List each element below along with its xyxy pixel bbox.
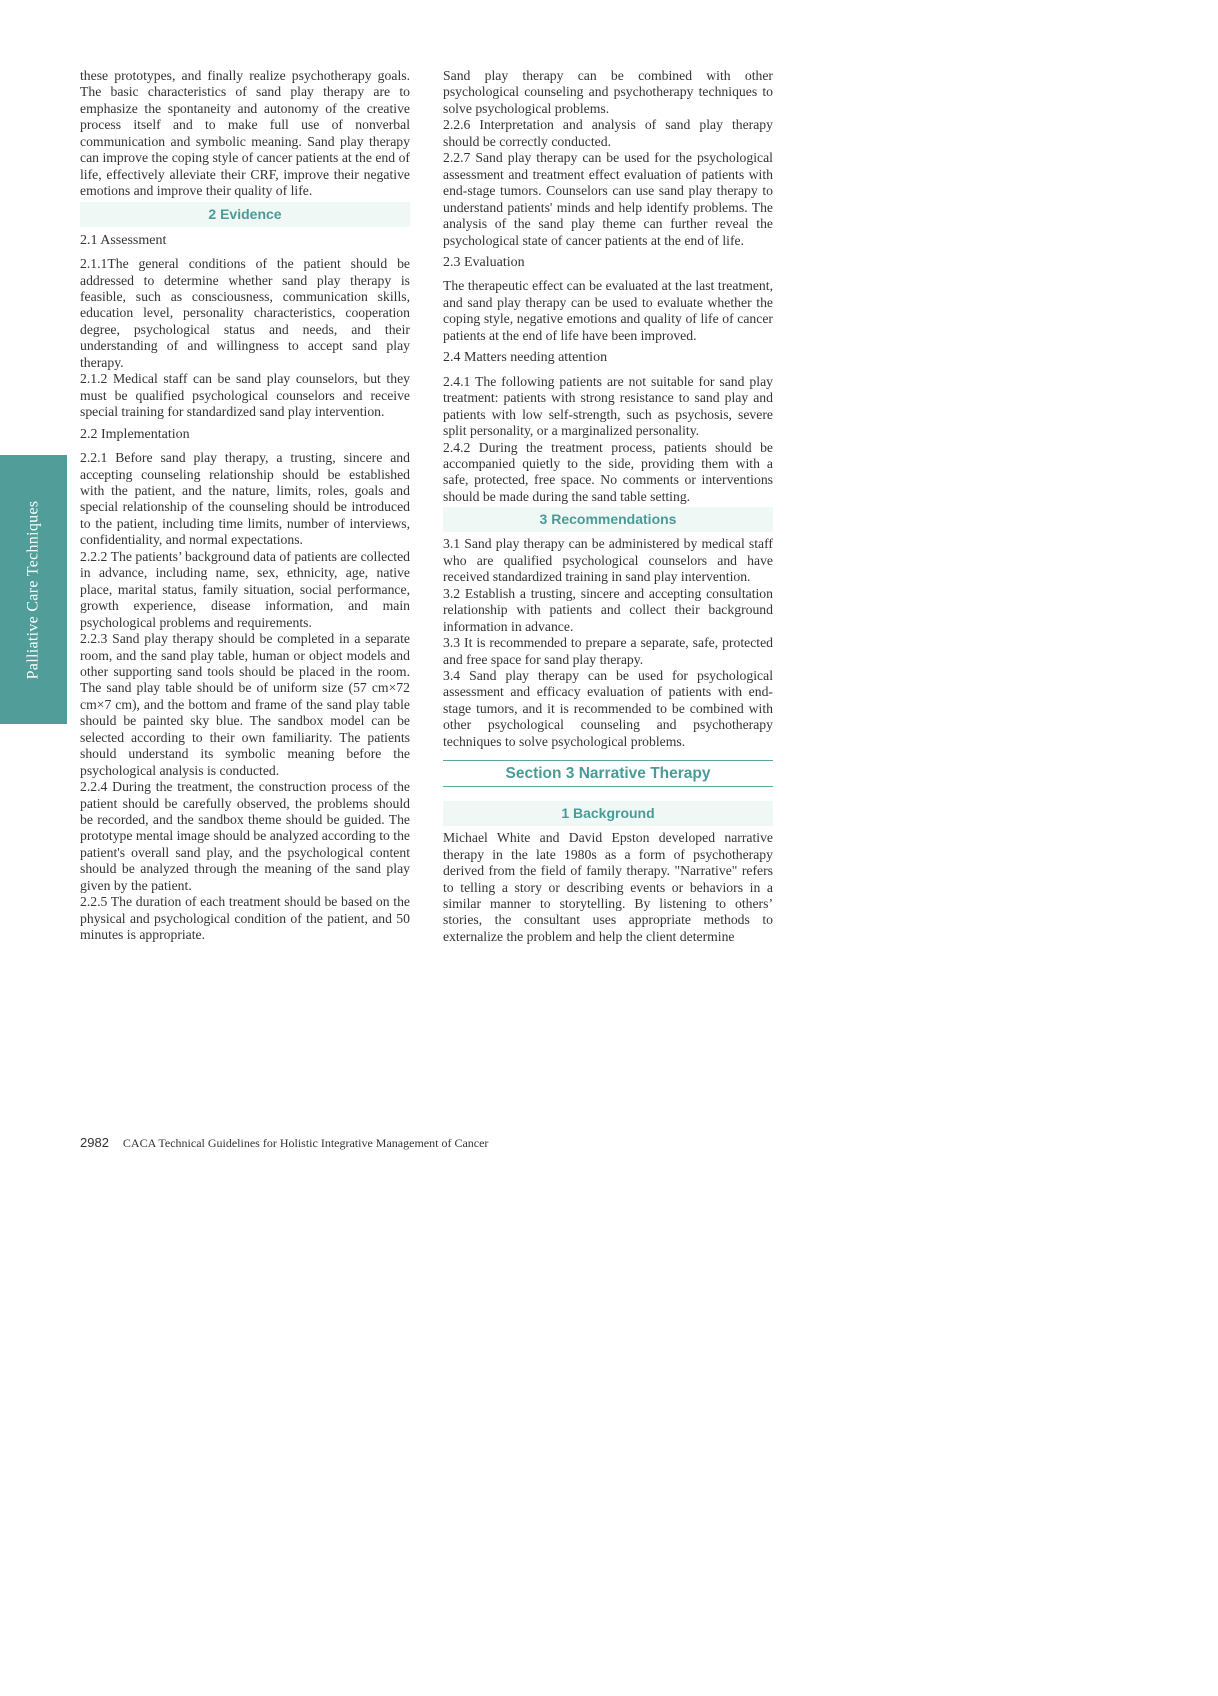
- heading-matters-needing-attention: 2.4 Matters needing attention: [443, 350, 608, 366]
- heading-recommendations: 3 Recommendations: [443, 507, 773, 532]
- paragraph-2-2-5: 2.2.5 The duration of each treatment should be based on the physical and psychological condition of the patient, and 50 minutes is appropriate.: [80, 894, 410, 943]
- heading-background: 1 Background: [443, 801, 773, 826]
- right-column: [443, 68, 773, 945]
- page-number: 2982: [80, 1135, 109, 1150]
- section-title-narrative-therapy: Section 3 Narrative Therapy: [443, 760, 773, 787]
- paragraph-2-1-1: 2.1.1The general conditions of the patient should be addressed to determine whether sand play therapy is feasible, such as consciousness, communication skills, education level, personality characteristics, cooperation degree, psychological status and needs, and their understanding of and willingness to accept sand play therapy.: [80, 256, 410, 370]
- journal-title: CACA Technical Guidelines for Holistic Integrative Management of Cancer: [122, 1136, 489, 1150]
- paragraph-2-2-4: 2.2.4 During the treatment, the construction process of the patient should be carefully observed, the problems should be recorded, and the sandbox theme should be guided. The prototype mental image should be analyzed according to the patient's overall sand play, and the psychological content should be analyzed through the meaning of the sand play given by the patient.: [80, 779, 410, 893]
- paragraph-3-4: 3.4 Sand play therapy can be used for psychological assessment and efficacy evaluation of patients with end-stage tumors, and it is recommended to be combined with other psychological counseling and psychotherapy techniques to solve psychological problems.: [443, 667, 773, 749]
- paragraph-2-2-1: 2.2.1 Before sand play therapy, a trusting, sincere and accepting counseling relationship should be established with the patient, and the nature, limits, roles, goals and special relationship of the counseling should be introduced to the patient, including time limits, number of interviews, confidentiality, and normal expectations.: [80, 450, 410, 548]
- paragraph-2-2-6: 2.2.6 Interpretation and analysis of sand play therapy should be correctly conducted.: [443, 117, 773, 149]
- paragraph-2-2-7: 2.2.7 Sand play therapy can be used for the psychological assessment and treatment effect evaluation of patients with end-stage tumors. Counselors can use sand play therapy to understand patients' minds and help identify problems. The analysis of the sand play theme can further reveal the psychological state of cancer patients at the end of life.: [443, 150, 773, 248]
- left-column: [80, 68, 410, 944]
- paragraph-background: Michael White and David Epston developed narrative therapy in the late 1980s as a form of psychotherapy derived from the field of family therapy. "Narrative" refers to telling a story or describing events or behaviors in a similar manner to storytelling. By listening to others’ stories, the consultant uses appropriate methods to externalize the problem and help the client determine: [443, 830, 773, 944]
- page-footer: [80, 1135, 488, 1151]
- paragraph-3-1: 3.1 Sand play therapy can be administered by medical staff who are qualified psychological counselors and have received standardized training in sand play intervention.: [443, 536, 773, 585]
- side-tab-label: Palliative Care Techniques: [24, 500, 42, 679]
- paragraph-3-2: 3.2 Establish a trusting, sincere and accepting consultation relationship with patients and collect their background information in advance.: [443, 585, 773, 634]
- paragraph-2-2-5-continued: Sand play therapy can be combined with other psychological counseling and psychotherapy techniques to solve psychological problems.: [443, 68, 773, 116]
- paragraph-3-3: 3.3 It is recommended to prepare a separate, safe, protected and free space for sand play therapy.: [443, 635, 773, 667]
- heading-implementation: 2.2 Implementation: [80, 426, 190, 442]
- paragraph-intro-continued: these prototypes, and finally realize psychotherapy goals. The basic characteristics of sand play therapy are to emphasize the spontaneity and autonomy of the creative process itself and to make full use of nonverbal communication and symbolic meaning. Sand play therapy can improve the coping style of cancer patients at the end of life, effectively alleviate their CRF, improve their negative emotions and improve their quality of life.: [80, 68, 410, 199]
- paragraph-2-3: The therapeutic effect can be evaluated at the last treatment, and sand play therapy can be used to evaluate whether the coping style, negative emotions and quality of life of cancer patients at the end of life have been improved.: [443, 278, 773, 343]
- heading-evaluation: 2.3 Evaluation: [443, 254, 525, 270]
- paragraph-2-2-3: 2.2.3 Sand play therapy should be completed in a separate room, and the sand play table, human or object models and other supporting sand tools should be placed in the room. The sand play table should be of uniform size (57 cm×72 cm×7 cm), and the bottom and frame of the sand play table should be painted sky blue. The sandbox model can be selected according to their own familiarity. The patients should understand its symbolic meaning before the psychological analysis is conducted.: [80, 631, 410, 778]
- paragraph-2-2-2: 2.2.2 The patients’ background data of patients are collected in advance, including name, sex, ethnicity, age, native place, marital status, family situation, social performance, growth experience, disease information, and main psychological problems and requirements.: [80, 548, 410, 630]
- paragraph-2-4-2: 2.4.2 During the treatment process, patients should be accompanied quietly to the side, providing them with a safe, protected, free space. No comments or interventions should be made during the sand table setting.: [443, 439, 773, 504]
- side-tab-palliative-care: [0, 455, 67, 724]
- paragraph-2-1-2: 2.1.2 Medical staff can be sand play counselors, but they must be qualified psychological counselors and receive special training for standardized sand play intervention.: [80, 371, 410, 420]
- heading-evidence: 2 Evidence: [80, 202, 410, 227]
- heading-assessment: 2.1 Assessment: [80, 232, 167, 248]
- paragraph-2-4-1: 2.4.1 The following patients are not suitable for sand play treatment: patients with strong resistance to sand play and patients with low self-strength, such as psychosis, severe split personality, or a marginalized personality.: [443, 373, 773, 439]
